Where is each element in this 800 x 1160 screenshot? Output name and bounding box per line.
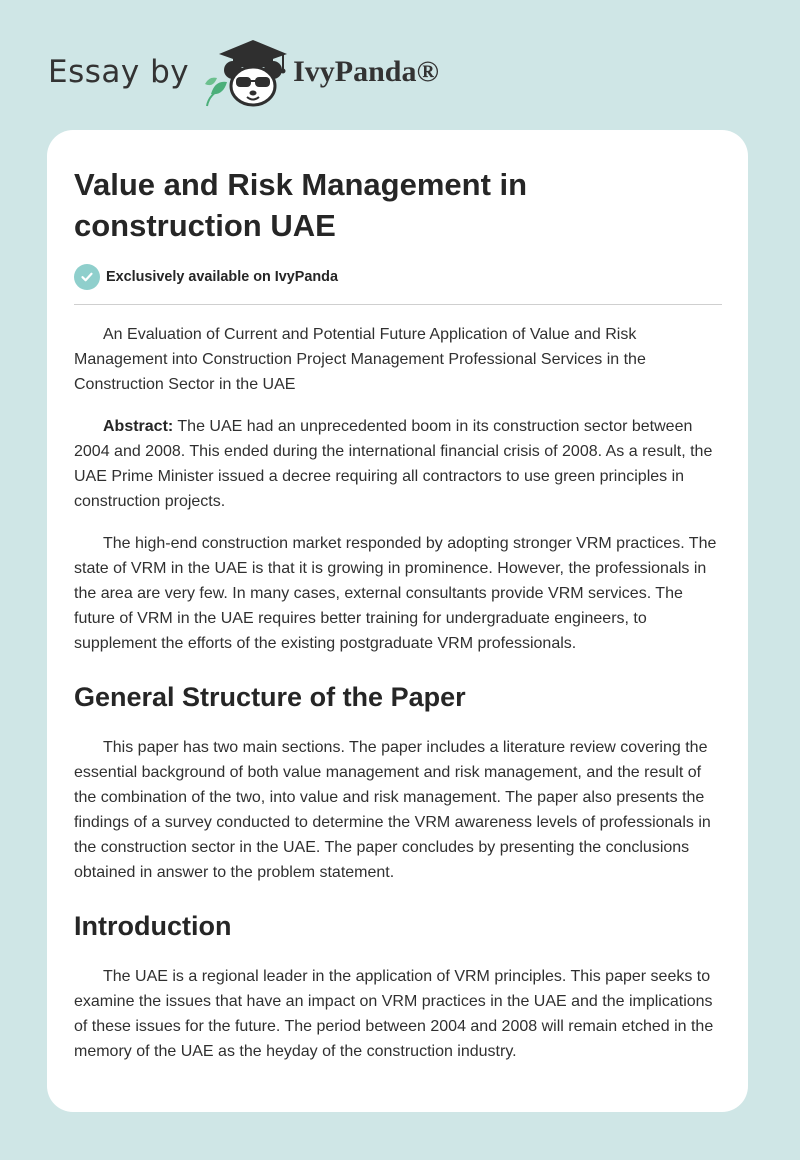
exclusive-badge <box>74 263 722 291</box>
introduction-paragraph: The UAE is a regional leader in the application of VRM principles. This paper seeks to examine the issues that have an impact on VRM practices in the UAE and the implications of these issues for the future. The period between 2004 and 2008 will remain etched in the memory of the UAE as the heyday of the construction industry. <box>74 968 714 1060</box>
exclusive-label: Exclusively available on IvyPanda <box>106 269 338 285</box>
brand-prefix: Essay by <box>48 54 190 90</box>
introduction-heading: Introduction <box>74 911 232 941</box>
vrm-paragraph: The high-end construction market responded by adopting stronger VRM practices. The state of VRM in the UAE is that it is growing in prominence. However, the professionals in the area are very few. In many cases, external consultants provide VRM services. The future of VRM in the UAE requires better training for undergraduate engineers, to supplement the efforts of the existing postgraduate VRM professionals. <box>74 535 717 652</box>
structure-paragraph: This paper has two main sections. The paper includes a literature review covering the essential background of both value management and risk management, and the result of the combination of the two, into value and risk management. The paper also presents the findings of a survey conducted to determine the VRM awareness levels of professionals in the construction sector in the UAE. The paper concludes by presenting the conclusions obtained in answer to the problem statement. <box>74 739 711 881</box>
divider <box>74 304 722 305</box>
check-icon <box>74 264 100 290</box>
abstract-text: The UAE had an unprecedented boom in its construction sector between 2004 and 2008. This ended during the international financial crisis of 2008. As a result, the UAE Prime Minister issued a decree requiring all contractors to use green principles in construction projects. <box>74 418 713 510</box>
structure-heading: General Structure of the Paper <box>74 682 466 712</box>
intro-paragraph: An Evaluation of Current and Potential Future Application of Value and Risk Management into Construction Project Management Professional Services in the Construction Sector in the UAE <box>74 326 646 393</box>
abstract-paragraph <box>74 414 722 514</box>
abstract-label: Abstract: <box>103 418 174 435</box>
panda-graduation-cap-logo-icon <box>203 36 289 108</box>
brand-name: IvyPanda® <box>293 55 439 88</box>
brand-header <box>48 36 439 108</box>
essay-card <box>47 130 748 1112</box>
essay-title: Value and Risk Management in construction UAE <box>74 167 528 243</box>
